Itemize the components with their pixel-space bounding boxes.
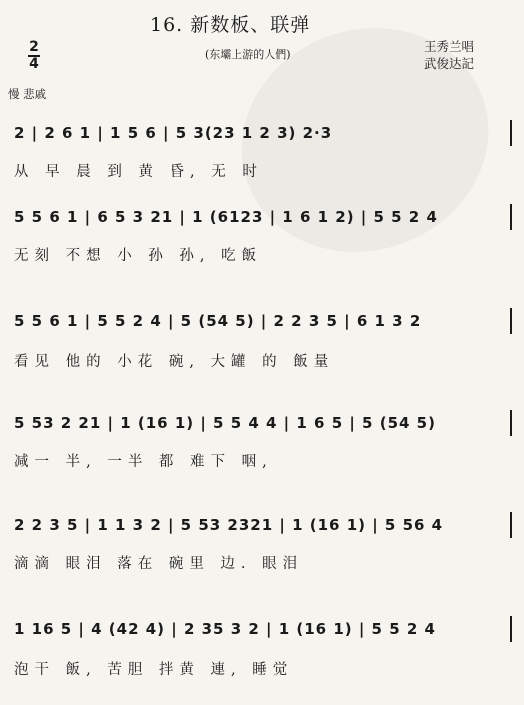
time-signature-top: 2 [29, 39, 39, 55]
notation-row-6: 1 16 5 | 4 (42 4) | 2 35 3 2 | 1 (16 1) | 5 5 2 4 [14, 620, 436, 638]
notation-row-4: 5 53 2 21 | 1 (16 1) | 5 5 4 4 | 1 6 5 | 5 (54 5) [14, 414, 436, 432]
barline [510, 512, 512, 538]
notation-row-2: 5 5 6 1 | 6 5 3 21 | 1 (6123 | 1 6 1 2) | 5 5 2 4 [14, 208, 438, 226]
page-subtitle: (东壩上游的人們) [205, 48, 291, 61]
barline [510, 204, 512, 230]
notation-row-3: 5 5 6 1 | 5 5 2 4 | 5 (54 5) | 2 2 3 5 | 6 1 3 2 [14, 312, 422, 330]
barline [510, 120, 512, 146]
page-title: 16. 新数板、联弹 [150, 14, 311, 36]
barline [510, 616, 512, 642]
time-signature [28, 40, 40, 72]
barline [510, 308, 512, 334]
notation-row-1: 2 | 2 6 1 | 1 5 6 | 5 3(23 1 2 3) 2·3 [14, 124, 333, 142]
lyrics-row-4: 减一 半, 一半 都 难下 咽, [14, 454, 273, 470]
lyrics-row-3: 看见 他的 小花 碗, 大罐 的 飯量 [14, 354, 335, 370]
lyrics-row-5: 滴滴 眼泪 落在 碗里 边. 眼泪 [14, 556, 304, 572]
lyrics-row-2: 无刻 不想 小 孙 孙, 吃飯 [14, 248, 263, 264]
time-signature-bottom: 4 [29, 55, 39, 72]
lyrics-row-1: 从 早 晨 到 黄 昏, 无 时 [14, 164, 263, 180]
tempo-marking: 慢 悲戚 [8, 87, 47, 101]
credits [424, 38, 474, 72]
transcriber-credit: 武俊达記 [424, 56, 475, 71]
barline [510, 410, 512, 436]
lyrics-row-6: 泡干 飯, 苦胆 拌黄 連, 睡觉 [14, 662, 294, 678]
singer-credit: 王秀兰唱 [424, 39, 475, 54]
notation-row-5: 2 2 3 5 | 1 1 3 2 | 5 53 2321 | 1 (16 1) | 5 56 4 [14, 516, 444, 534]
